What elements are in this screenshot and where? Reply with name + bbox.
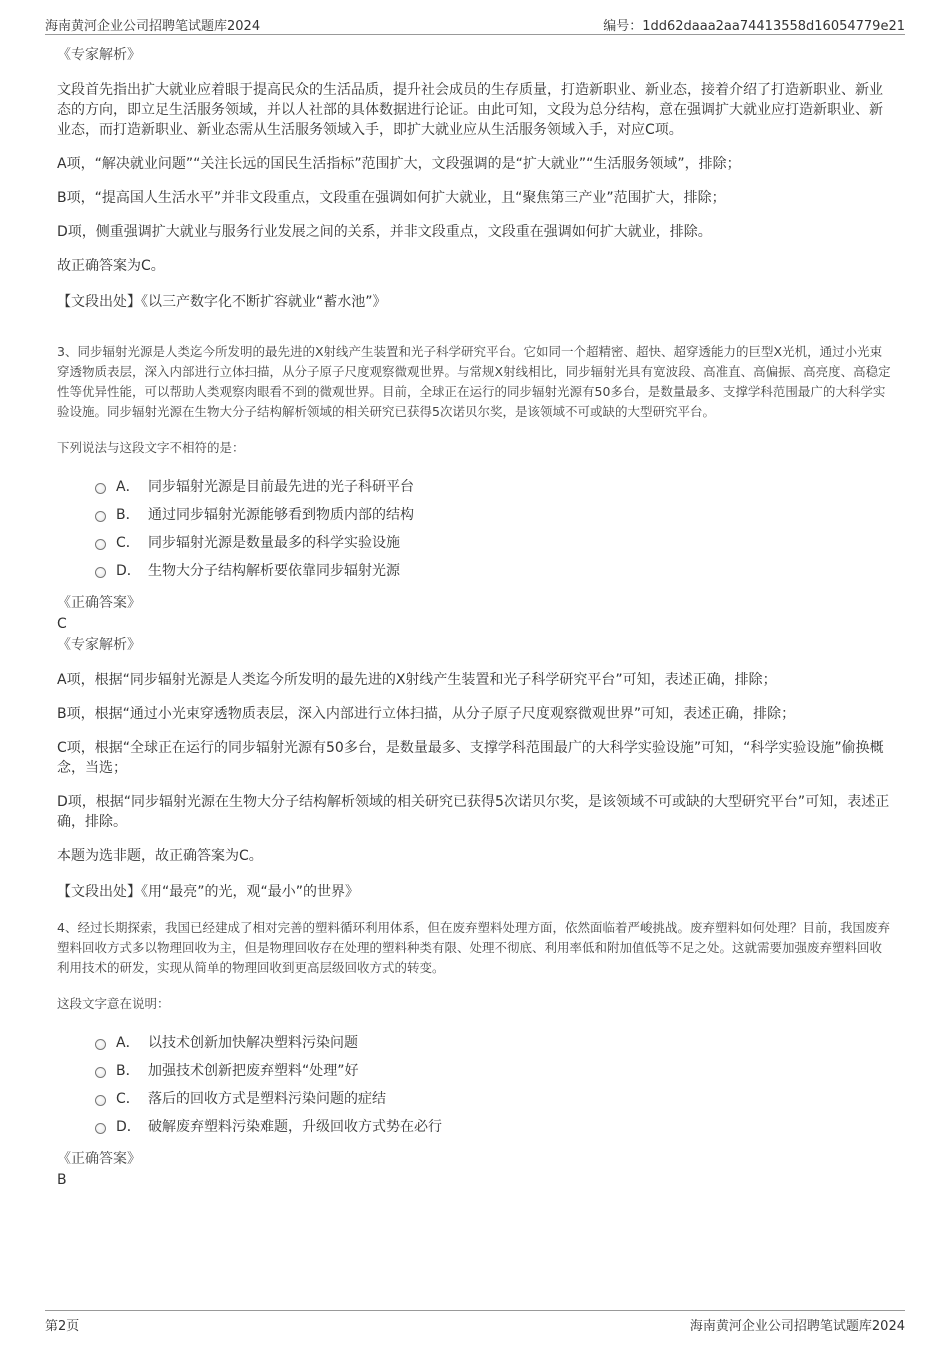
correct-answer: B [57,1172,67,1188]
correct-answer-label: 《正确答案》 [57,595,141,611]
document-id: 编号：1dd62daaa2aa74413558d16054779e21 [603,19,905,34]
passage-source: 【文段出处】《用“最亮”的光，观“最小”的世界》 [57,884,360,900]
radio-icon[interactable] [95,483,106,494]
question-3-text: 3、同步辐射光源是人类迄今所发明的最先进的X射线产生装置和光子科学研究平台。它如同一个超精密、超快、超穿透能力的巨型X光机，通过小光束穿透物质表层，深入内部进行立体扫描，从分子原子尺度观察微观世界。与常规X射线相比，同步辐射光具有宽波段、高准直、高偏振、高亮度、高稳定性等优异性能，可以帮助人类观察肉眼看不到的微观世界。目前，全球正在运行的同步辐射光源有50多台，是数量最多、支撑学科范围最广的大科学实验设施。同步辐射光源在生物大分子结构解析领域的相关研究已获得5次诺贝尔奖，是该领域不可或缺的大型研究平台。 [57,344,891,419]
question-4-text: 4、经过长期探索，我国已经建成了相对完善的塑料循环利用体系，但在废弃塑料处理方面，依然面临着严峻挑战。废弃塑料如何处理？目前，我国废弃塑料回收方式多以物理回收为主，但是物理回收存在处理的塑料种类有限、处理不彻底、利用率低和附加值低等不足之处。这就需要加强废弃塑料回收利用技术的研发，实现从简单的物理回收到更高层级回收方式的转变。 [57,920,890,975]
analysis-paragraph: A项，根据“同步辐射光源是人类迄今所发明的最先进的X射线产生装置和光子科学研究平台”可知，表述正确，排除； [57,672,777,688]
expert-analysis-label: 《专家解析》 [57,47,141,63]
option-d[interactable]: D． 生物大分子结构解析要依靠同步辐射光源 [95,556,892,584]
analysis-paragraph: C项，根据“全球正在运行的同步辐射光源有50多台，是数量最多、支撑学科范围最广的大科学实验设施”可知，“科学实验设施”偷换概念，当选； [57,740,884,776]
option-b[interactable]: B． 加强技术创新把废弃塑料“处理”好 [95,1056,892,1084]
analysis-conclusion: 故正确答案为C。 [57,258,165,274]
option-b[interactable]: B． 通过同步辐射光源能够看到物质内部的结构 [95,500,892,528]
page-number: 第2页 [45,1319,80,1334]
footer-title: 海南黄河企业公司招聘笔试题库2024 [689,1319,905,1334]
radio-icon[interactable] [95,1067,106,1078]
radio-icon[interactable] [95,567,106,578]
radio-icon[interactable] [95,1039,106,1050]
question-4-options [95,1028,892,1140]
option-c[interactable]: C． 同步辐射光源是数量最多的科学实验设施 [95,528,892,556]
expert-analysis-label: 《专家解析》 [57,637,141,653]
passage-source: 【文段出处】《以三产数字化不断扩容就业“蓄水池”》 [57,294,387,310]
document-body [57,44,892,1190]
option-d[interactable]: D． 破解废弃塑料污染难题，升级回收方式势在必行 [95,1112,892,1140]
question-4-prompt: 这段文字意在说明： [57,996,170,1011]
analysis-paragraph: A项，“解决就业问题”“关注长远的国民生活指标”范围扩大，文段强调的是“扩大就业”“生活服务领域”，排除； [57,156,741,172]
radio-icon[interactable] [95,539,106,550]
page-header [45,12,905,35]
question-3-prompt: 下列说法与这段文字不相符的是： [57,440,245,455]
analysis-paragraph: B项，“提高国人生活水平”并非文段重点，文段重在强调如何扩大就业，且“聚焦第三产业”范围扩大，排除； [57,190,726,206]
analysis-paragraph: B项，根据“通过小光束穿透物质表层，深入内部进行立体扫描，从分子原子尺度观察微观世界”可知，表述正确，排除； [57,706,796,722]
analysis-paragraph: D项，根据“同步辐射光源在生物大分子结构解析领域的相关研究已获得5次诺贝尔奖，是该领域不可或缺的大型研究平台”可知，表述正确，排除。 [57,794,890,830]
analysis-paragraph: 文段首先指出扩大就业应着眼于提高民众的生活品质，提升社会成员的生存质量，打造新职业、新业态，接着介绍了打造新职业、新业态的方向，即立足生活服务领域，并以人社部的具体数据进行论证。由此可知，文段为总分结构，意在强调扩大就业应打造新职业、新业态，而打造新职业、新业态需从生活服务领域入手，即扩大就业应从生活服务领域入手，对应C项。 [57,82,883,138]
radio-icon[interactable] [95,1095,106,1106]
option-a[interactable]: A． 以技术创新加快解决塑料污染问题 [95,1028,892,1056]
analysis-conclusion: 本题为选非题，故正确答案为C。 [57,848,263,864]
radio-icon[interactable] [95,511,106,522]
option-a[interactable]: A． 同步辐射光源是目前最先进的光子科研平台 [95,472,892,500]
question-3-options [95,472,892,584]
option-c[interactable]: C． 落后的回收方式是塑料污染问题的症结 [95,1084,892,1112]
page-footer [45,1310,905,1335]
radio-icon[interactable] [95,1123,106,1134]
correct-answer: C [57,616,67,632]
header-title: 海南黄河企业公司招聘笔试题库2024 [45,19,261,34]
correct-answer-label: 《正确答案》 [57,1151,141,1167]
analysis-paragraph: D项，侧重强调扩大就业与服务行业发展之间的关系，并非文段重点，文段重在强调如何扩大就业，排除。 [57,224,712,240]
